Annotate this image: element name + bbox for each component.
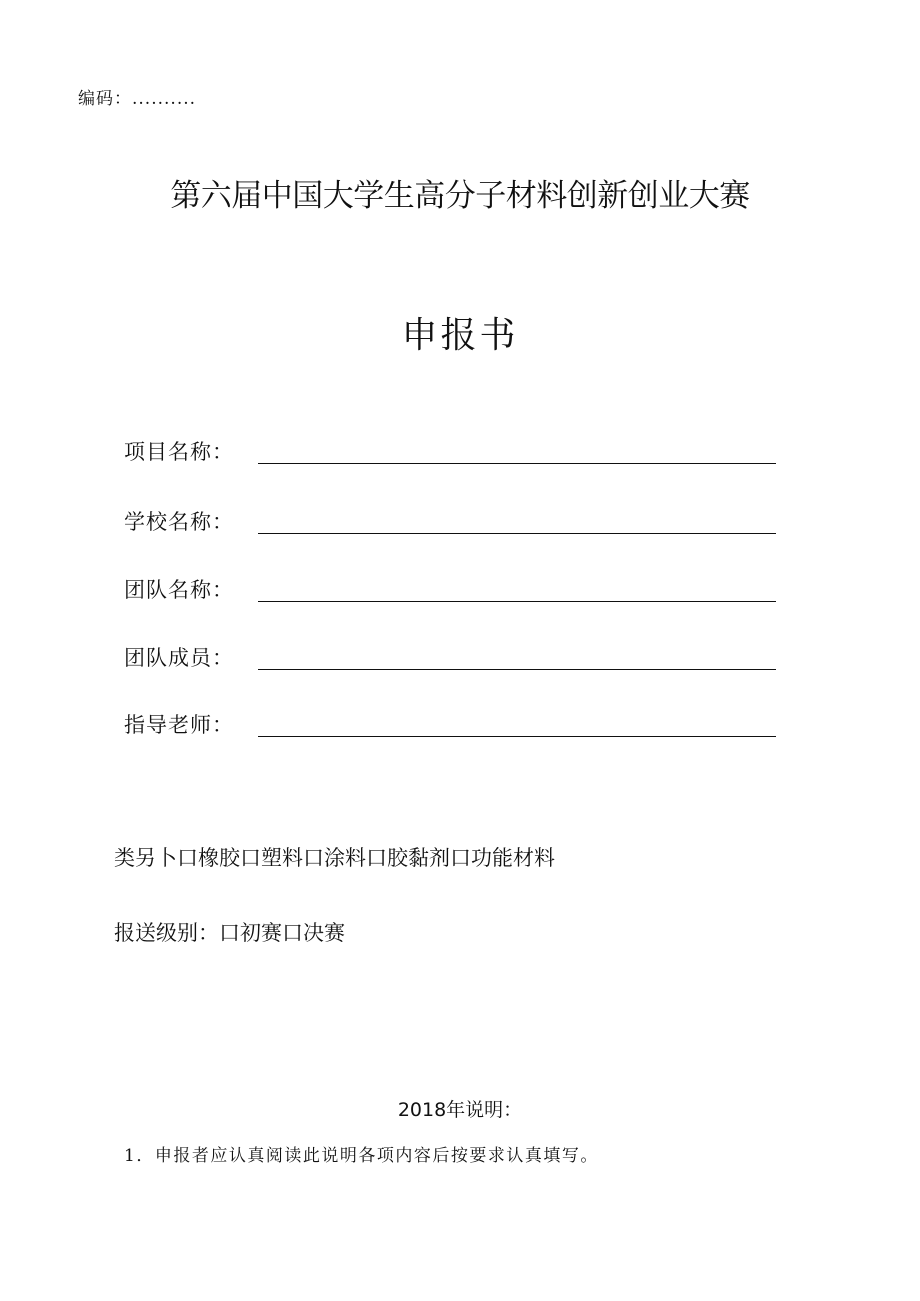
field-team-name	[124, 574, 776, 608]
team-name-blank[interactable]	[258, 601, 776, 602]
field-label-team-members: 团队成员：	[124, 646, 234, 670]
note-item-1: 1．申报者应认真阅读此说明各项内容后按要求认真填写。	[124, 1146, 599, 1166]
field-label-project-name: 项目名称：	[124, 440, 234, 464]
document-title: 申报书	[401, 315, 519, 356]
project-name-blank[interactable]	[258, 463, 776, 464]
field-label-school-name: 学校名称：	[124, 510, 234, 534]
field-advisor	[124, 709, 776, 743]
team-members-blank[interactable]	[258, 669, 776, 670]
code-label: 编码：	[78, 89, 132, 109]
field-label-advisor: 指导老师：	[124, 713, 234, 737]
advisor-blank[interactable]	[258, 736, 776, 737]
field-project-name	[124, 436, 776, 470]
category-options: 类另卜口橡胶口塑料口涂料口胶黏剂口功能材料	[114, 846, 555, 870]
field-label-team-name: 团队名称：	[124, 578, 234, 602]
field-school-name	[124, 506, 776, 540]
field-team-members	[124, 642, 776, 676]
school-name-blank[interactable]	[258, 533, 776, 534]
competition-title: 第六届中国大学生高分子材料创新创业大赛	[170, 178, 750, 214]
notes-title: 2018年说明：	[397, 1099, 523, 1121]
submission-level-options: 报送级别：口初赛口决赛	[114, 921, 345, 945]
document-code	[78, 84, 196, 109]
code-value: ..........	[132, 89, 197, 109]
